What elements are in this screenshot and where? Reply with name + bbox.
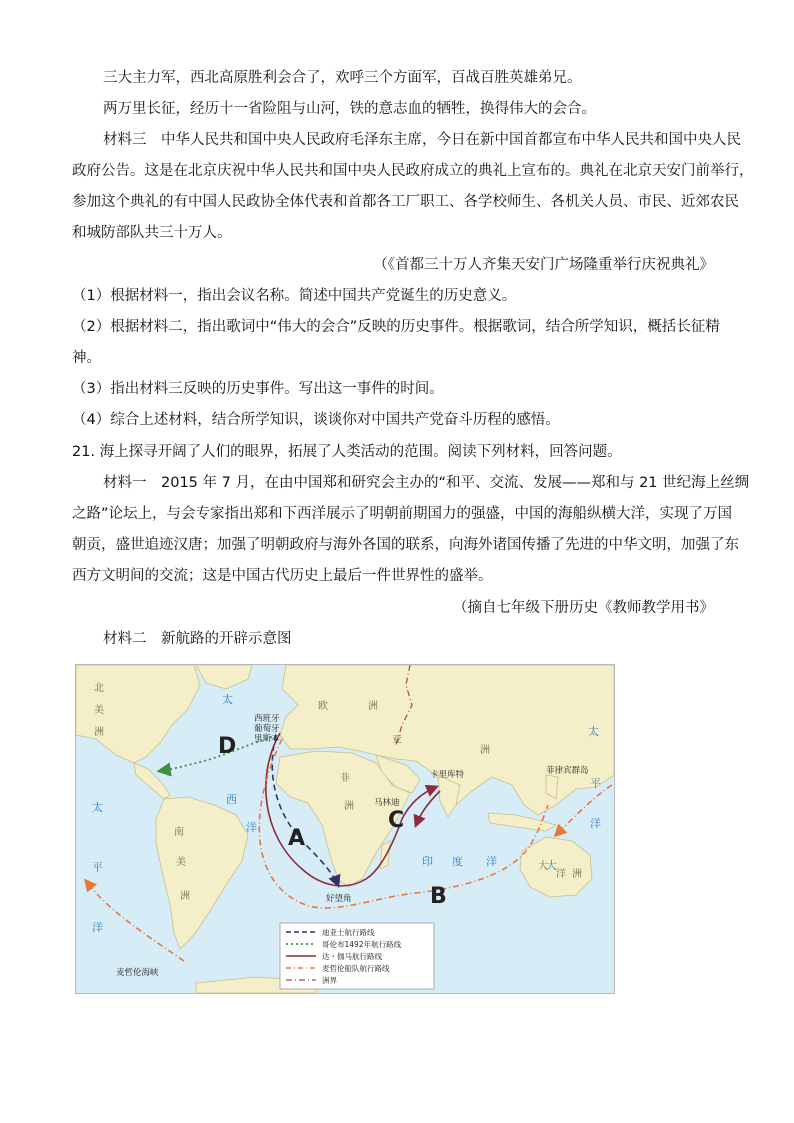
south-america-land [156,797,248,949]
question-2-cont: 神。 [72,350,101,366]
ocean-label-11: 平 [92,861,103,874]
material3-line-3: 参加这个典礼的有中国人民政协全体代表和首都各工厂职工、各学校师生、各机关人员、市民、近郊农民 [72,194,739,210]
material3-line-2: 政府公告。这是在北京庆祝中华人民共和国中央人民政府成立的典礼上宣布的。典礼在北京天安门前举行， [72,163,754,179]
continent-label-11: 美 [176,857,186,868]
madagascar-land [380,841,390,869]
question-4: （4）综合上述材料，结合所学知识，谈谈你对中国共产党奋斗历程的感悟。 [72,412,560,428]
q21-material1-line-3: 朝贡，盛世追迹汉唐；加强了明朝政府与海外各国的联系，向海外诸国传播了先进的中华文明，加强了东 [72,537,739,553]
continent-label-3: 洲 [94,727,104,738]
ocean-label-2: 西 [226,793,237,806]
question-2: （2）根据材料二，指出歌词中“伟大的会合”反映的历史事件。根据歌词，结合所学知识，概括长征精 [72,319,720,335]
poem-line-2: 两万里长征，经历十一省险阻与山河，铁的意志血的牺牲，换得伟大的会合。 [103,101,596,117]
greenland-land [196,665,252,689]
ocean-label-3: 洋 [246,821,257,834]
continent-label-9: 洲 [344,801,354,812]
ocean-label-6: 洋 [486,855,497,868]
central-america-land [134,763,170,799]
ocean-label-7: 太 [588,725,599,738]
material3-line-4: 和城防部队共三十万人。 [72,225,232,241]
continent-label-2: 美 [94,705,104,716]
place-strait-of-magellan: 麦哲伦海峡 [116,968,159,978]
ocean-label-8: 平 [590,777,601,790]
poem-line-1: 三大主力军，西北高原胜利会合了，欢呼三个方面军，百战百胜英雄弟兄。 [103,70,582,86]
continent-label-6: 亚 [392,735,402,746]
continent-label-7: 洲 [480,745,490,756]
q21-source1: （摘自七年级下册历史《教师教学用书》 [453,600,714,616]
question-3: （3）指出材料三反映的历史事件。写出这一事件的时间。 [72,381,444,397]
q21-stem: 21. 海上探寻开阔了人们的眼界，拓展了人类活动的范围。阅读下列材料，回答问题。 [72,444,622,460]
material3-line-1: 材料三 中华人民共和国中央人民政府毛泽东主席，今日在新中国首都宣布中华人民共和国中央人民 [103,132,741,148]
legend-label-boundary: 洲界 [322,976,337,985]
place-calicut: 卡里库特 [430,770,465,780]
q21-material1-line-1: 材料一 2015 年 7 月，在由中国郑和研究会主办的“和平、交流、发展——郑和与 21 世纪海上丝绸 [103,475,750,491]
place-malindi: 马林迪 [374,798,400,808]
map-legend [280,923,434,989]
continent-label-12: 洲 [180,891,190,902]
continent-label-15: 洲 [572,869,582,880]
route-letter-c: C [388,808,405,833]
place-portugal: 葡萄牙 [254,724,280,734]
place-cape-of-good-hope: 好望角 [326,894,352,904]
continent-label-4: 欧 [318,701,328,712]
continent-label-14: 洋 [556,869,566,880]
continent-label-10: 南 [174,827,184,838]
ocean-label-5: 度 [452,855,463,868]
legend-label-dias: 迪亚士航行路线 [322,928,375,937]
continent-label-8: 非 [340,773,350,784]
new-sea-route-map [75,664,615,994]
route-letter-a: A [288,826,306,851]
place-spain: 西班牙 [254,714,280,724]
continent-label-13: 大 [538,861,548,872]
ocean-label-9: 洋 [590,817,601,830]
indonesia-land [488,813,556,831]
route-letter-b: B [430,884,447,909]
legend-label-da-gama: 达・伽马航行路线 [322,952,382,961]
question-1: （1）根据材料一，指出会议名称。简述中国共产党诞生的历史意义。 [72,288,517,304]
q21-material2-title: 材料二 新航路的开辟示意图 [103,631,292,647]
ocean-label-4: 印 [422,855,433,868]
material3-source: （《首都三十万人齐集天安门广场隆重举行庆祝典礼》 [373,257,714,273]
ocean-label-12: 洋 [92,921,103,934]
ocean-label-1: 太 [222,693,233,706]
q21-material1-line-2: 之路”论坛上，与会专家指出郑和下西洋展示了明朝前期国力的强盛，中国的海船纵横大洋，实现了万国 [72,506,733,522]
place-philippines: 菲律宾群岛 [546,766,589,776]
route-letter-d: D [218,734,237,759]
continent-label-1: 北 [94,683,104,694]
place-lisbon: 里斯本 [254,734,280,744]
ocean-label-13: 大 [546,859,557,872]
legend-label-columbus: 哥伦布1492年航行路线 [322,940,402,949]
legend-label-magellan: 麦哲伦船队航行路线 [322,964,390,973]
ocean-label-10: 太 [92,801,103,814]
continent-label-5: 洲 [368,701,378,712]
q21-material1-line-4: 西方文明间的交流；这是中国古代历史上最后一件世界性的盛举。 [72,568,493,584]
